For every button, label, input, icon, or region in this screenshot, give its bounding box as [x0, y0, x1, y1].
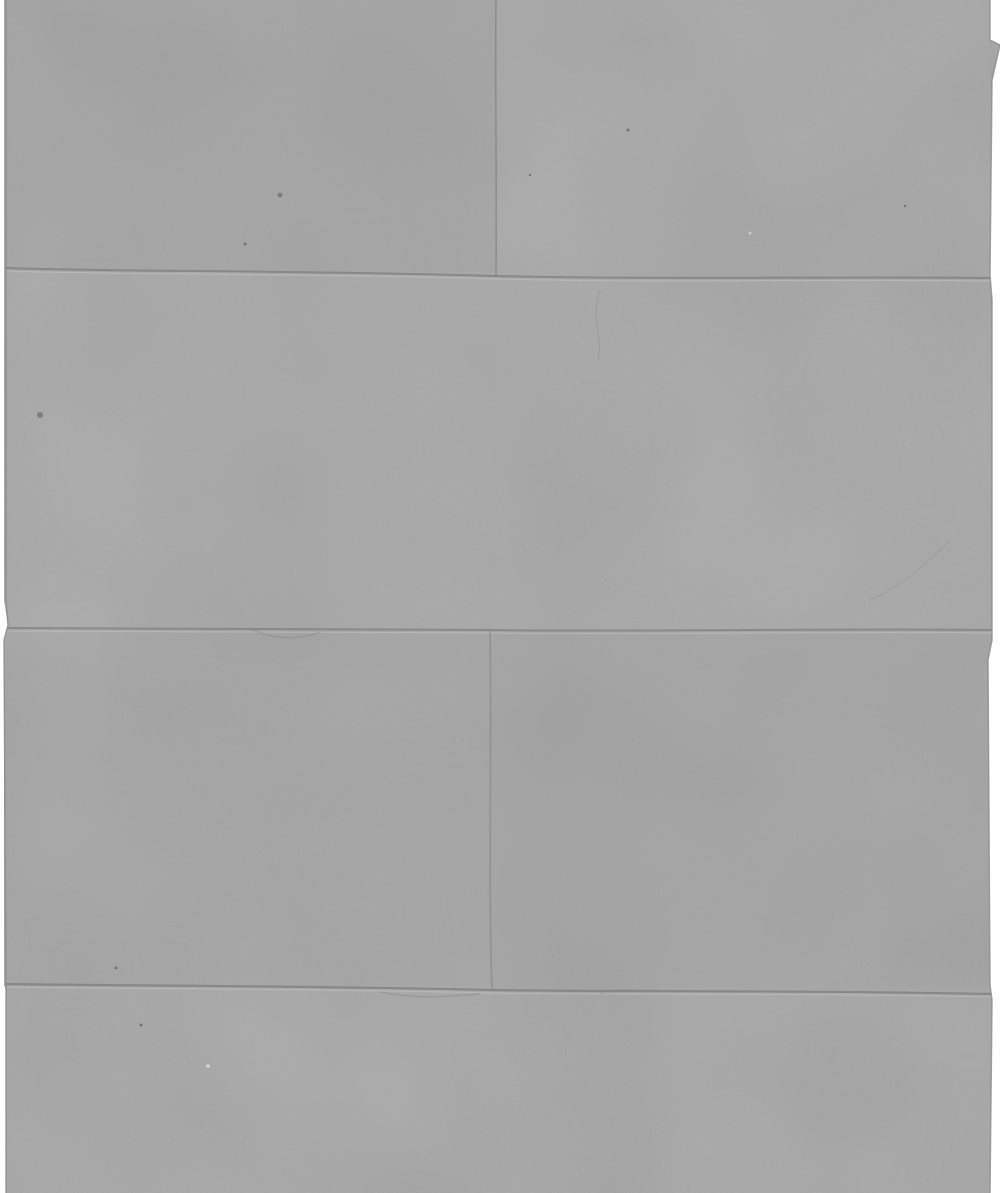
- crease-vertical-upper: [496, 0, 497, 276]
